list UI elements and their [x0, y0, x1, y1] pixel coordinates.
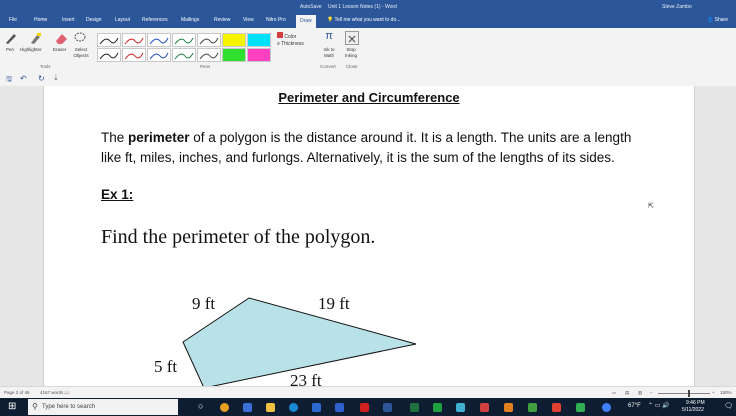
- perimeter-term: perimeter: [128, 130, 190, 145]
- ribbon-tabs: [0, 14, 736, 28]
- pen-stroke-icon: [173, 50, 195, 62]
- share-button[interactable]: [707, 17, 728, 23]
- chrome-icon[interactable]: [220, 403, 229, 412]
- autosave-label[interactable]: AutoSave: [300, 4, 322, 10]
- title-bar: [0, 0, 736, 14]
- pen-stroke-icon: [198, 50, 220, 62]
- outlook-icon[interactable]: [335, 403, 344, 412]
- highlighter-swatch-pink[interactable]: [247, 48, 271, 62]
- mail-icon[interactable]: [312, 403, 321, 412]
- c-app-icon[interactable]: [552, 403, 561, 412]
- pen-swatch-9[interactable]: [172, 48, 196, 62]
- example-label: Ex 1:: [101, 187, 134, 202]
- stop-inking-button[interactable]: [345, 31, 359, 45]
- highlighter-swatch-cyan[interactable]: [247, 33, 271, 47]
- notifications-icon[interactable]: 🗨: [724, 403, 733, 410]
- close-icon: [346, 33, 358, 45]
- tab-view[interactable]: View: [243, 17, 254, 23]
- user-name[interactable]: Steve Zambo: [662, 4, 692, 10]
- zoom-level[interactable]: 150%: [720, 390, 732, 395]
- paragraph-after: of a polygon is the distance around it. It is a length. The units are a length like ft, miles, inches, and furlongs. Alternatively, it is the sum of the lengths of its sides.: [101, 130, 632, 165]
- pen-stroke-icon: [123, 50, 145, 62]
- print-layout-icon[interactable]: ▤: [625, 390, 630, 395]
- stop-inking-label: Stop Inking: [344, 47, 357, 58]
- ink-to-math-button[interactable]: [320, 30, 338, 46]
- pen-stroke-icon: [148, 35, 170, 47]
- weather-temp[interactable]: 67°F: [628, 403, 641, 409]
- edge-icon[interactable]: [289, 403, 298, 412]
- thickness-button[interactable]: [277, 41, 304, 47]
- taskbar-search-box[interactable]: [28, 399, 178, 415]
- green-app-icon[interactable]: [433, 403, 442, 412]
- page-count[interactable]: Page 2 of 46: [4, 390, 30, 395]
- pen-swatch-6[interactable]: [97, 48, 121, 62]
- highlighter-icon: [28, 31, 42, 45]
- thickness-icon: ≡: [277, 41, 280, 47]
- pens-group-label: Pens: [200, 64, 211, 69]
- teams-icon[interactable]: [456, 403, 465, 412]
- pen-swatch-3[interactable]: [147, 33, 171, 47]
- c-app-icon-2[interactable]: [576, 403, 585, 412]
- tab-insert[interactable]: Insert: [62, 17, 75, 23]
- undo-icon[interactable]: ↶: [20, 74, 27, 83]
- tab-design[interactable]: Design: [86, 17, 102, 23]
- document-heading: Perimeter and Circumference: [278, 90, 460, 105]
- convert-group-label: Convert: [320, 64, 336, 69]
- search-placeholder: Type here to search: [42, 404, 96, 410]
- tell-me-label: Tell me what you want to do...: [334, 17, 401, 23]
- share-label: Share: [714, 17, 728, 23]
- lasso-icon: [74, 31, 86, 45]
- word-count[interactable]: 4167 words: [40, 390, 64, 395]
- pen-swatch-10[interactable]: [197, 48, 221, 62]
- highlighter-swatch-green[interactable]: [222, 48, 246, 62]
- tools-group-label: Tools: [40, 64, 51, 69]
- windows-start-icon[interactable]: ⊞: [8, 401, 17, 412]
- redo-icon[interactable]: ↻: [38, 74, 45, 83]
- pen-swatch-4[interactable]: [172, 33, 196, 47]
- lightbulb-icon: 💡: [327, 17, 334, 23]
- powerpoint-icon[interactable]: [360, 403, 369, 412]
- select-objects-label: Select Objects: [73, 47, 89, 58]
- file-explorer-icon[interactable]: [266, 403, 275, 412]
- customize-qat-icon[interactable]: ⇣: [53, 75, 59, 82]
- windows-taskbar: [0, 398, 736, 416]
- task-view-icon[interactable]: [243, 403, 252, 412]
- ink-to-math-label: Ink to Math: [323, 47, 335, 58]
- thickness-label: Thickness: [281, 41, 304, 47]
- tab-file[interactable]: File: [9, 17, 18, 23]
- color-label: Color: [284, 34, 297, 40]
- zoom-in-button[interactable]: +: [712, 390, 715, 395]
- cortana-icon[interactable]: ○: [198, 401, 204, 411]
- pen-stroke-icon: [98, 50, 120, 62]
- tab-draw[interactable]: Draw: [296, 15, 316, 28]
- eraser-label: Eraser: [53, 47, 67, 52]
- pen-stroke-icon: [148, 50, 170, 62]
- side-label-bottom: 23 ft: [290, 371, 322, 386]
- tell-me-box[interactable]: [327, 17, 400, 23]
- side-label-top-left: 9 ft: [192, 294, 216, 313]
- polygon-figure: [44, 86, 694, 386]
- document-area: [0, 86, 736, 386]
- mouse-cursor-icon: ⇱: [648, 203, 654, 210]
- highlighter-swatch-yellow[interactable]: [222, 33, 246, 47]
- system-tray-icons[interactable]: ⌃ ▭ 🔊: [648, 403, 670, 409]
- web-layout-icon[interactable]: ▥: [638, 390, 643, 395]
- red-app-icon[interactable]: [480, 403, 489, 412]
- tab-review[interactable]: Review: [214, 17, 231, 23]
- pen-swatch-1[interactable]: [97, 33, 121, 47]
- problem-prompt: Find the perimeter of the polygon.: [101, 226, 376, 248]
- clock-time[interactable]: 9:46 PM: [686, 400, 705, 406]
- tab-references[interactable]: References: [142, 17, 168, 23]
- pen-swatch-7[interactable]: [122, 48, 146, 62]
- word-icon[interactable]: [383, 403, 392, 412]
- paragraph-before: The: [101, 130, 129, 145]
- window-title: Unit 1 Lesson Notes (1) - Word: [328, 4, 397, 10]
- document-page[interactable]: [43, 86, 695, 386]
- pen-stroke-icon: [123, 35, 145, 47]
- tab-layout[interactable]: Layout: [115, 17, 131, 23]
- side-label-top-right: 19 ft: [318, 294, 350, 313]
- tab-nitro-pro[interactable]: Nitro Pro: [266, 17, 286, 23]
- zoom-out-button[interactable]: −: [650, 390, 653, 395]
- weather-icon[interactable]: [602, 403, 611, 412]
- quick-access-toolbar: [0, 72, 736, 87]
- close-group-label: Close: [346, 64, 358, 69]
- side-label-left: 5 ft: [154, 357, 178, 376]
- ribbon-body: [0, 28, 736, 73]
- pen-stroke-icon: [198, 35, 220, 47]
- save-icon[interactable]: 🖫: [6, 76, 12, 83]
- orange-app-icon[interactable]: [504, 403, 513, 412]
- pi-icon: π: [325, 30, 333, 42]
- search-icon: ⚲: [32, 402, 38, 411]
- zoom-slider-thumb[interactable]: [688, 390, 690, 397]
- proofing-icon[interactable]: 📖: [64, 390, 70, 395]
- highlighter-label: Highlighter: [20, 47, 42, 52]
- pen-stroke-icon: [98, 35, 120, 47]
- pen-swatch-2[interactable]: [122, 33, 146, 47]
- person-icon: 👤: [707, 17, 714, 23]
- tab-mailings[interactable]: Mailings: [181, 17, 200, 23]
- read-mode-icon[interactable]: ▭: [612, 390, 617, 395]
- tab-home[interactable]: Home: [34, 17, 48, 23]
- eraser-icon: [54, 31, 68, 45]
- clock-date[interactable]: 5/11/2022: [682, 407, 704, 413]
- pen-swatch-8[interactable]: [147, 48, 171, 62]
- pen-tool-label: Pen: [6, 47, 15, 52]
- zoom-slider[interactable]: [658, 393, 710, 394]
- android-app-icon[interactable]: [528, 403, 537, 412]
- color-palette-icon: [277, 32, 283, 38]
- pen-stroke-icon: [173, 35, 195, 47]
- color-button[interactable]: [277, 32, 296, 40]
- pen-icon: [4, 31, 18, 45]
- excel-icon[interactable]: [410, 403, 419, 412]
- pen-swatch-5[interactable]: [197, 33, 221, 47]
